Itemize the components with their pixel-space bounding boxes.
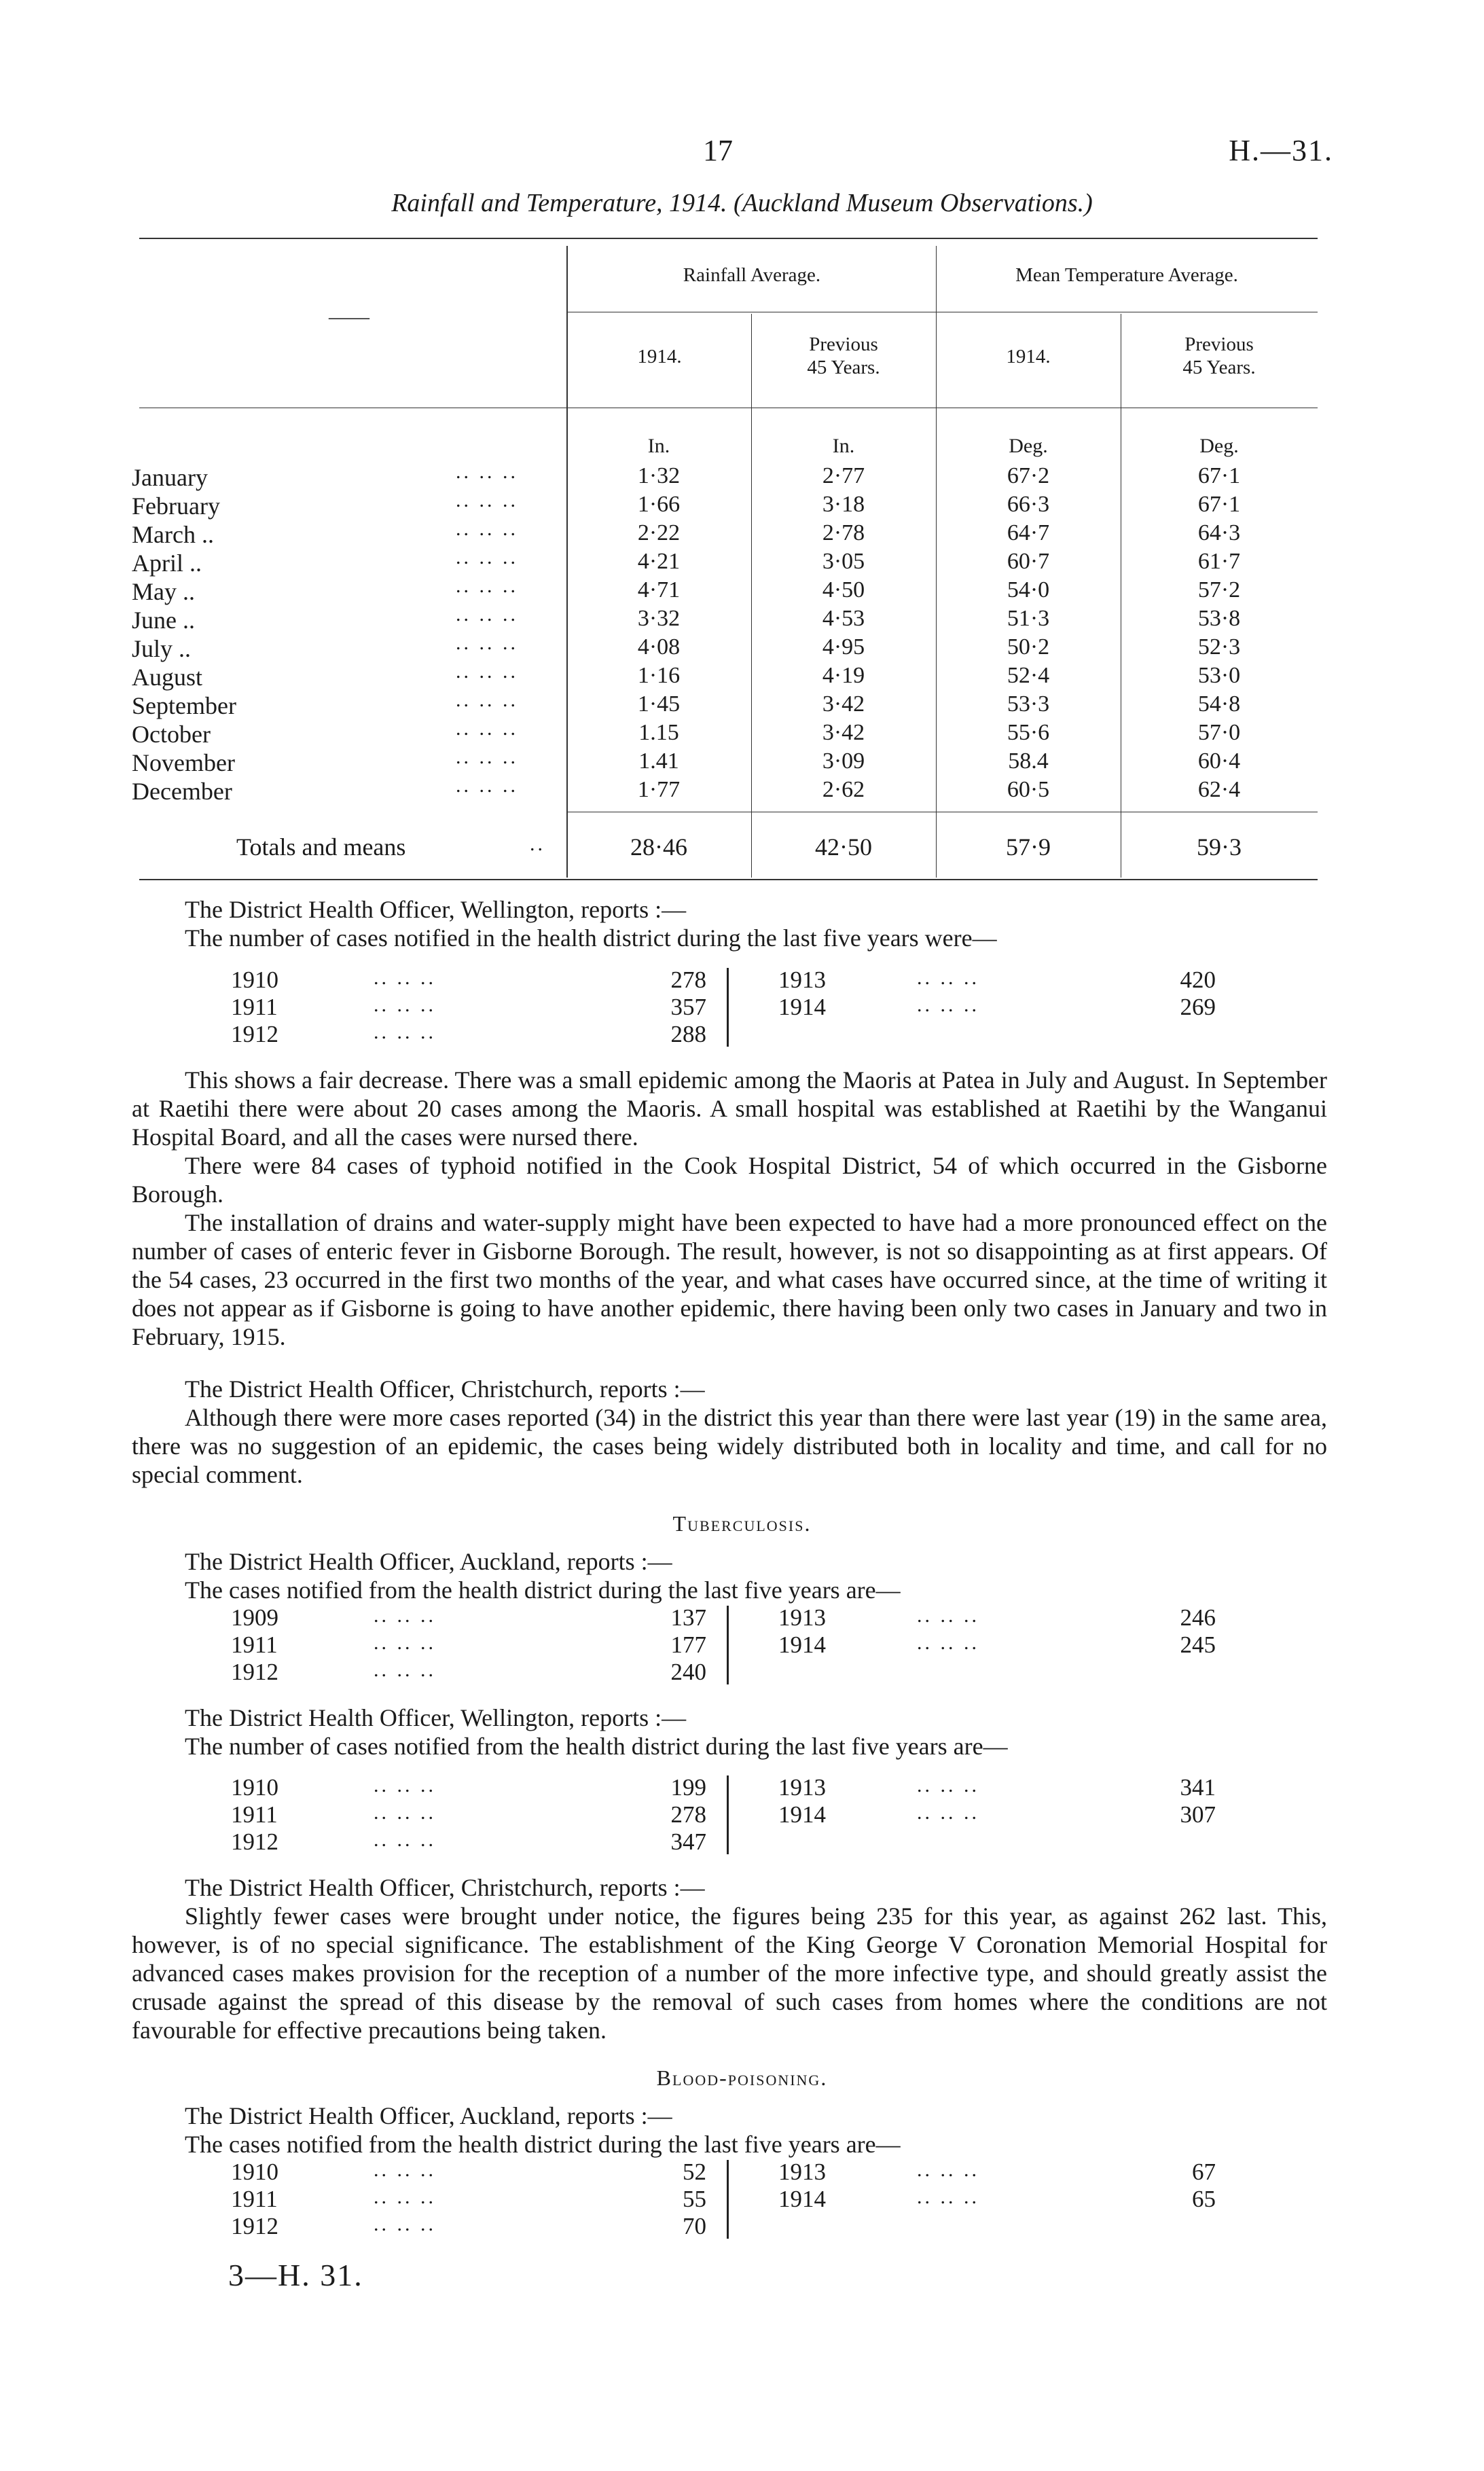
- rain-1914-cell: 1·32: [637, 463, 681, 488]
- section-heading-blood-poisoning: Blood-poisoning.: [656, 2066, 828, 2090]
- leader-dots: .. .. ..: [917, 2159, 979, 2181]
- table-row: [132, 463, 1314, 492]
- intro-line: The District Health Officer, Wellington, reports :—: [185, 1704, 687, 1731]
- table-row: [132, 603, 1314, 634]
- temp-previous-cell: 54·8: [1197, 691, 1241, 717]
- case-count: 177: [670, 1631, 706, 1658]
- rain-previous-cell: 3·18: [822, 492, 865, 517]
- temp-previous-cell: 60·4: [1197, 748, 1241, 774]
- paragraph: Although there were more cases reported (34) in the district this year than there were last year (19) in the same area, there was no suggestion of an epidemic, the cases being widely distributed both in locality and time, and call for no special comment.: [132, 1404, 1327, 1488]
- rain-previous-cell: 4·53: [822, 606, 865, 631]
- leader-dots: .. .. ..: [374, 1659, 436, 1681]
- document-reference: H.—31.: [1229, 134, 1333, 167]
- month-label: October: [132, 721, 211, 748]
- enteric-wellington-table: [231, 967, 1250, 1048]
- table-row: [231, 994, 1250, 1021]
- case-count: 137: [670, 1604, 706, 1631]
- leader-dots: .. .. ..: [917, 1774, 979, 1797]
- table-row: [231, 967, 1250, 994]
- rain-1914-cell: 1·66: [637, 492, 681, 517]
- totals-rain-previous: 42·50: [815, 833, 872, 861]
- table-row: [231, 2213, 1250, 2240]
- temp-previous-cell: 67·1: [1197, 463, 1241, 488]
- leader-dots: .. .. ..: [917, 967, 979, 989]
- year-label: 1913: [778, 967, 826, 993]
- temp-previous-cell: 67·1: [1197, 492, 1241, 517]
- case-count: 240: [670, 1659, 706, 1685]
- col-header-rain-1914: 1914.: [637, 346, 682, 367]
- leader-dots: .. .. ..: [917, 1801, 979, 1824]
- case-count: 420: [1180, 967, 1216, 993]
- rain-previous-cell: 4·19: [822, 663, 865, 688]
- footer-signature: 3—H. 31.: [228, 2258, 363, 2292]
- table-row: [132, 546, 1314, 577]
- year-label: 1911: [231, 994, 278, 1020]
- year-label: 1913: [778, 2159, 826, 2185]
- year-label: 1909: [231, 1604, 278, 1631]
- temp-1914-cell: 66·3: [1007, 492, 1050, 517]
- tuberculosis-christchurch: [132, 1873, 1327, 2044]
- temp-previous-cell: 61·7: [1197, 549, 1241, 574]
- case-count: 55: [683, 2186, 706, 2212]
- totals-temp-1914: 57·9: [1006, 833, 1051, 861]
- table-row: [132, 717, 1314, 748]
- col-header-rain-previous-line2: 45 Years.: [807, 357, 880, 378]
- rain-previous-cell: 2·78: [822, 520, 865, 545]
- group-header-rainfall: Rainfall Average.: [683, 264, 821, 286]
- leader-dots: .. .. ..: [456, 575, 518, 597]
- rain-1914-cell: 1·16: [637, 663, 681, 688]
- month-label: December: [132, 778, 232, 805]
- temp-1914-cell: 67·2: [1007, 463, 1050, 488]
- leader-dots: .. .. ..: [456, 546, 518, 569]
- month-label: August: [132, 664, 203, 691]
- intro-line: The District Health Officer, Christchurch, reports :—: [185, 1375, 705, 1403]
- year-label: 1910: [231, 2159, 278, 2185]
- temp-previous-cell: 57·2: [1197, 577, 1241, 602]
- temp-previous-cell: 64·3: [1197, 520, 1241, 545]
- enteric-wellington-body: [132, 1066, 1327, 1351]
- tuberculosis-wellington-table: [231, 1774, 1250, 1856]
- intro-line: The cases notified from the health district during the last five years are—: [185, 1576, 901, 1604]
- temp-1914-cell: 51·3: [1007, 606, 1050, 631]
- temp-1914-cell: 54·0: [1007, 577, 1050, 602]
- enteric-christchurch: [132, 1375, 1327, 1489]
- table-row: [132, 634, 1314, 663]
- rain-previous-cell: 3·42: [822, 691, 865, 717]
- unit-temp-1914: Deg.: [1009, 435, 1048, 457]
- table-row: [132, 660, 1314, 691]
- case-count: 199: [670, 1774, 706, 1801]
- leader-dots: .. .. ..: [917, 1631, 979, 1654]
- leader-dots: .. .. ..: [456, 746, 518, 768]
- case-count: 307: [1180, 1801, 1216, 1828]
- col-header-temp-previous: [1121, 333, 1317, 379]
- temp-1914-cell: 64·7: [1007, 520, 1050, 545]
- leader-dots: .. .. ..: [456, 689, 518, 711]
- table-row: [231, 1774, 1250, 1801]
- table-row: [132, 691, 1314, 720]
- year-label: 1911: [231, 1631, 278, 1658]
- year-label: 1911: [231, 1801, 278, 1828]
- rainfall-rows: [132, 463, 1314, 806]
- leader-dots: .. .. ..: [456, 660, 518, 683]
- case-count: 347: [670, 1828, 706, 1855]
- leader-dots: .. .. ..: [374, 994, 436, 1016]
- year-label: 1912: [231, 1021, 278, 1047]
- totals-rain-1914: 28·46: [630, 833, 687, 861]
- rain-previous-cell: 3·09: [822, 748, 865, 774]
- temp-previous-cell: 62·4: [1197, 777, 1241, 802]
- leader-dots: .. .. ..: [374, 1631, 436, 1654]
- leader-dots: .. .. ..: [456, 603, 518, 626]
- temp-1914-cell: 55·6: [1007, 720, 1050, 745]
- table-row: [132, 489, 1314, 520]
- table-row: [231, 2159, 1250, 2186]
- leader-dots: .. .. ..: [456, 518, 518, 540]
- month-label: February: [132, 492, 220, 520]
- table-row: [132, 748, 1314, 777]
- year-label: 1913: [778, 1604, 826, 1631]
- table-caption: Rainfall and Temperature, 1914. (Auckland Museum Observations.): [391, 189, 1093, 217]
- col-header-rain-previous: [752, 333, 935, 379]
- leader-dots: .. .. ..: [456, 461, 518, 483]
- stub-header: ——: [329, 306, 369, 328]
- blood-poisoning-intro: [132, 2102, 1327, 2159]
- intro-line: The cases notified from the health district during the last five years are—: [185, 2131, 901, 2158]
- table-row: [231, 1659, 1250, 1686]
- case-count: 246: [1180, 1604, 1216, 1631]
- year-label: 1910: [231, 1774, 278, 1801]
- rain-previous-cell: 3·42: [822, 720, 865, 745]
- paragraph: There were 84 cases of typhoid notified in the Cook Hospital District, 54 of which occurred in the Gisborne Borough.: [132, 1152, 1327, 1208]
- case-count: 278: [670, 967, 706, 993]
- leader-dots: .. .. ..: [917, 2186, 979, 2208]
- rain-previous-cell: 3·05: [822, 549, 865, 574]
- month-label: September: [132, 692, 236, 719]
- leader-dots: .. .. ..: [374, 1604, 436, 1627]
- case-count: 52: [683, 2159, 706, 2185]
- paragraph: The installation of drains and water-supply might have been expected to have had a more pronounced effect on the number of cases of enteric fever in Gisborne Borough. The result, however, is not so disappointing as at first appears. Of the 54 cases, 23 occurred in the first two months of the year, and what cases have occurred since, at the time of writing it does not appear as if Gisborne is going to have another epidemic, there having been only two cases in January and two in February, 1915.: [132, 1209, 1327, 1350]
- rain-1914-cell: 2·22: [637, 520, 681, 545]
- temp-previous-cell: 57·0: [1197, 720, 1241, 745]
- unit-rain-1914: In.: [647, 435, 670, 457]
- rain-previous-cell: 4·95: [822, 634, 865, 660]
- intro-line: The District Health Officer, Christchurch, reports :—: [185, 1874, 705, 1901]
- tuberculosis-auckland-intro: [132, 1547, 1327, 1604]
- tuberculosis-auckland-table: [231, 1604, 1250, 1686]
- intro-line: The District Health Officer, Auckland, reports :—: [185, 2102, 672, 2129]
- leader-dots: .. .. ..: [456, 489, 518, 511]
- table-row: [231, 1604, 1250, 1631]
- temp-1914-cell: 52·4: [1007, 663, 1050, 688]
- temp-1914-cell: 53·3: [1007, 691, 1050, 717]
- leader-dots: .. .. ..: [374, 2213, 436, 2235]
- leader-dots: .. .. ..: [374, 1774, 436, 1797]
- temp-previous-cell: 53·0: [1197, 663, 1241, 688]
- year-label: 1914: [778, 1631, 826, 1658]
- table-row: [132, 577, 1314, 606]
- leader-dots: .. .. ..: [456, 717, 518, 740]
- year-label: 1910: [231, 967, 278, 993]
- unit-rain-previous: In.: [832, 435, 855, 457]
- rain-previous-cell: 4·50: [822, 577, 865, 602]
- case-count: 341: [1180, 1774, 1216, 1801]
- tuberculosis-wellington-intro: [132, 1703, 1327, 1761]
- leader-dots: .. .. ..: [374, 2186, 436, 2208]
- temp-1914-cell: 60·7: [1007, 549, 1050, 574]
- year-label: 1914: [778, 2186, 826, 2212]
- case-count: 288: [670, 1021, 706, 1047]
- month-label: July ..: [132, 635, 192, 662]
- col-header-temp-previous-line1: Previous: [1184, 333, 1254, 355]
- table-row: [231, 1828, 1250, 1856]
- enteric-wellington-intro: [132, 895, 1327, 952]
- leader-dots: .. .. ..: [374, 1021, 436, 1043]
- rain-1914-cell: 1·45: [637, 691, 681, 717]
- month-label: May ..: [132, 578, 195, 605]
- table-bottom-rule: [139, 879, 1318, 880]
- year-label: 1914: [778, 1801, 826, 1828]
- year-label: 1911: [231, 2186, 278, 2212]
- intro-line: The District Health Officer, Wellington, reports :—: [185, 896, 687, 923]
- leader-dots: .. .. ..: [374, 967, 436, 989]
- leader-dots: .. .. ..: [917, 1604, 979, 1627]
- leader-dots: .. .. ..: [456, 774, 518, 797]
- temp-1914-cell: 60·5: [1007, 777, 1050, 802]
- rain-1914-cell: 1·77: [637, 777, 681, 802]
- year-label: 1914: [778, 994, 826, 1020]
- case-count: 357: [670, 994, 706, 1020]
- leader-dots: .. .. ..: [374, 1828, 436, 1851]
- table-row: [231, 2186, 1250, 2213]
- group-header-temperature: Mean Temperature Average.: [1015, 264, 1238, 286]
- table-row: [231, 1631, 1250, 1659]
- leader-dots: .. .. ..: [374, 2159, 436, 2181]
- table-row: [132, 774, 1314, 806]
- case-count: 70: [683, 2213, 706, 2239]
- temp-1914-cell: 58.4: [1008, 748, 1049, 774]
- col-header-temp-1914: 1914.: [1006, 346, 1051, 367]
- temp-1914-cell: 50·2: [1007, 634, 1050, 660]
- case-count: 245: [1180, 1631, 1216, 1658]
- totals-label: Totals and means: [236, 833, 406, 861]
- col-header-temp-previous-line2: 45 Years.: [1182, 357, 1256, 378]
- rain-1914-cell: 4·21: [637, 549, 681, 574]
- section-heading-tuberculosis: Tuberculosis.: [672, 1511, 812, 1536]
- temp-previous-cell: 52·3: [1197, 634, 1241, 660]
- totals-dots: ..: [530, 833, 545, 855]
- table-top-rule: [139, 238, 1318, 239]
- unit-temp-previous: Deg.: [1199, 435, 1239, 457]
- totals-temp-previous: 59·3: [1197, 833, 1242, 861]
- rain-1914-cell: 4·08: [637, 634, 681, 660]
- leader-dots: .. .. ..: [374, 1801, 436, 1824]
- year-label: 1912: [231, 1828, 278, 1855]
- temp-previous-cell: 53·8: [1197, 606, 1241, 631]
- year-label: 1912: [231, 2213, 278, 2239]
- page-number: 17: [703, 134, 733, 167]
- month-label: April ..: [132, 549, 202, 577]
- rain-previous-cell: 2·62: [822, 777, 865, 802]
- case-count: 278: [670, 1801, 706, 1828]
- month-label: November: [132, 749, 235, 776]
- leader-dots: .. .. ..: [456, 632, 518, 654]
- month-label: March ..: [132, 521, 214, 548]
- intro-line: The number of cases notified from the health district during the last five years are—: [185, 1733, 1008, 1760]
- blood-poisoning-table: [231, 2159, 1250, 2240]
- leader-dots: .. .. ..: [917, 994, 979, 1016]
- rain-1914-cell: 4·71: [637, 577, 681, 602]
- col-header-rain-previous-line1: Previous: [809, 333, 878, 355]
- table-row: [231, 1801, 1250, 1828]
- paragraph: Slightly fewer cases were brought under notice, the figures being 235 for this year, as against 262 last. This, however, is of no special significance. The establishment of the King George V Coronation Memorial Hospital for advanced cases makes provision for the reception of a number of the more infective type, and should greatly assist the crusade against the spread of this disease by the removal of such cases from homes where the conditions are not favourable for effective precautions being taken.: [132, 1902, 1327, 2044]
- rain-1914-cell: 1.41: [638, 748, 679, 774]
- table-row: [132, 520, 1314, 549]
- case-count: 269: [1180, 994, 1216, 1020]
- month-label: January: [132, 464, 208, 491]
- year-label: 1912: [231, 1659, 278, 1685]
- rain-previous-cell: 2·77: [822, 463, 865, 488]
- paragraph: This shows a fair decrease. There was a small epidemic among the Maoris at Patea in July and August. In September at Raetihi there were about 20 cases among the Maoris. A small hospital was established at Raetihi by the Wanganui Hospital Board, and all the cases were nursed there.: [132, 1066, 1327, 1151]
- year-label: 1913: [778, 1774, 826, 1801]
- month-label: June ..: [132, 607, 195, 634]
- rain-1914-cell: 3·32: [637, 606, 681, 631]
- case-count: 65: [1192, 2186, 1216, 2212]
- rain-1914-cell: 1.15: [638, 720, 679, 745]
- intro-line: The District Health Officer, Auckland, reports :—: [185, 1548, 672, 1575]
- table-row: [231, 1021, 1250, 1048]
- case-count: 67: [1192, 2159, 1216, 2185]
- intro-line: The number of cases notified in the health district during the last five years were—: [185, 924, 997, 952]
